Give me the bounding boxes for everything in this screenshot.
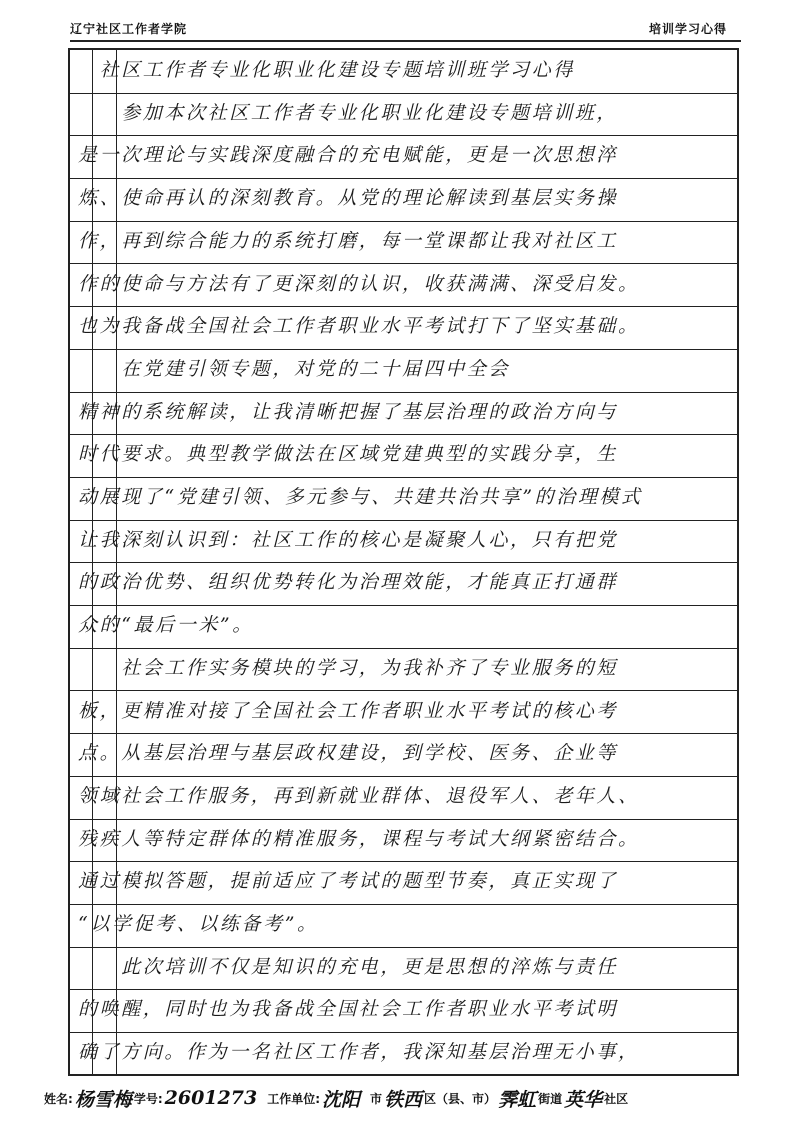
handwritten-text: 通过模拟答题，提前适应了考试的题型节奏，真正实现了 — [78, 870, 619, 893]
name-label: 姓名: — [44, 1091, 73, 1106]
text-line — [70, 135, 737, 179]
text-line — [70, 93, 737, 137]
district-label: 区（县、市） — [424, 1091, 497, 1106]
work-unit-label: 工作单位: — [267, 1091, 320, 1106]
handwritten-text: 精神的系统解读，让我清晰把握了基层治理的政治方向与 — [78, 400, 619, 423]
text-line — [70, 691, 737, 735]
handwritten-text: 动展现了“党建引领、多元参与、共建共治共享”的治理模式 — [78, 486, 643, 508]
handwritten-text: 时代要求。典型教学做法在区域党建典型的实践分享，生 — [78, 443, 619, 466]
text-line — [70, 434, 737, 478]
student-id-label: 学号: — [133, 1091, 163, 1106]
footer-info — [44, 1083, 759, 1113]
text-line — [70, 392, 737, 436]
handwritten-text: 领域社会工作服务，再到新就业群体、退役军人、老年人、 — [78, 784, 640, 807]
document-type: 培训学习心得 — [648, 22, 727, 36]
community-label: 社区 — [604, 1091, 629, 1106]
handwritten-text: 社会工作实务模块的学习，为我补齐了专业服务的短 — [78, 656, 619, 679]
text-line — [70, 989, 737, 1033]
student-id-value: 2601273 — [164, 1087, 258, 1109]
handwritten-text: 炼、使命再认的深刻教育。从党的理论解读到基层实务操 — [78, 187, 619, 210]
handwritten-text: 确了方向。作为一名社区工作者，我深知基层治理无小事， — [78, 1041, 640, 1064]
text-line — [70, 733, 737, 777]
handwritten-text: 作，再到综合能力的系统打磨，每一堂课都让我对社区工 — [78, 229, 619, 252]
text-line — [70, 819, 737, 863]
handwritten-text: 众的“最后一米”。 — [78, 614, 254, 637]
district-value: 铁西 — [384, 1088, 423, 1111]
handwritten-text: 板，更精准对接了全国社会工作者职业水平考试的核心考 — [78, 699, 619, 722]
text-line — [70, 904, 737, 948]
handwritten-text: 残疾人等特定群体的精准服务，课程与考试大纲紧密结合。 — [78, 827, 640, 850]
handwritten-text: 是一次理论与实践深度融合的充电赋能，更是一次思想淬 — [78, 144, 619, 167]
text-line — [70, 349, 737, 393]
text-line — [70, 221, 737, 265]
text-line — [70, 648, 737, 692]
handwritten-text: 参加本次社区工作者专业化职业化建设专题培训班， — [78, 101, 619, 124]
name-value: 杨雪梅 — [74, 1088, 132, 1111]
street-value: 霁虹 — [498, 1088, 537, 1111]
handwritten-text: 此次培训不仅是知识的充电，更是思想的淬炼与责任 — [78, 955, 619, 978]
handwritten-text: 在党建引领专题，对党的二十届四中全会 — [78, 357, 511, 380]
handwritten-text: 社区工作者专业化职业化建设专题培训班学习心得 — [78, 59, 575, 81]
handwritten-text: 的政治优势、组织优势转化为治理效能，才能真正打通群 — [78, 571, 619, 594]
text-line — [70, 861, 737, 905]
handwritten-text: 点。从基层治理与基层政权建设，到学校、医务、企业等 — [78, 742, 619, 765]
text-line — [70, 562, 737, 606]
text-line — [70, 477, 737, 521]
text-line — [70, 306, 737, 350]
text-line — [70, 520, 737, 564]
text-line — [70, 947, 737, 991]
city-label: 市 — [370, 1091, 383, 1106]
city-value: 沈阳 — [322, 1088, 361, 1111]
community-value: 英华 — [564, 1088, 603, 1111]
handwritten-text: 作的使命与方法有了更深刻的认识，收获满满、深受启发。 — [78, 272, 640, 295]
text-line — [70, 776, 737, 820]
handwritten-text: 让我深刻认识到：社区工作的核心是凝聚人心，只有把党 — [78, 528, 619, 551]
street-label: 街道 — [538, 1091, 563, 1106]
text-line — [70, 50, 737, 94]
college-name: 辽宁社区工作者学院 — [70, 22, 188, 36]
text-line — [70, 178, 737, 222]
text-line — [70, 605, 737, 649]
text-line — [70, 1032, 737, 1076]
text-line — [70, 264, 737, 308]
handwritten-text: “以学促考、以练备考”。 — [78, 913, 319, 935]
handwritten-text: 也为我备战全国社会工作者职业水平考试打下了坚实基础。 — [78, 315, 640, 338]
writing-grid — [68, 48, 739, 1076]
handwritten-text: 的唤醒，同时也为我备战全国社会工作者职业水平考试明 — [78, 998, 619, 1021]
header-rule — [70, 40, 741, 42]
